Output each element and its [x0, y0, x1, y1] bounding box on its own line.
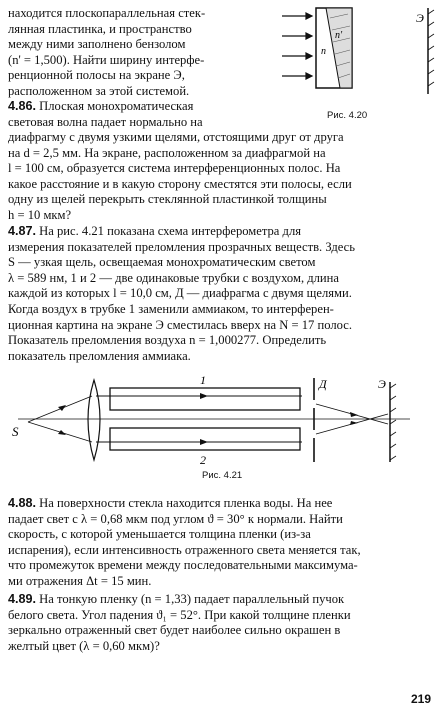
- text-line: 4.89. На тонкую пленку (n = 1,33) падает параллельный пучок: [8, 592, 345, 606]
- text-line: одну из щелей перекрыть стеклянной пластинкой толщины: [8, 192, 327, 207]
- label-screen: Э: [416, 11, 424, 25]
- text-line: ми отражения Δt = 15 мин.: [8, 573, 152, 588]
- text-line: между ними заполнено бензолом: [8, 37, 186, 52]
- problem-4-89: [8, 592, 438, 654]
- label-n: n: [321, 46, 326, 57]
- text-line: лянная пластинка, и пространство: [8, 21, 192, 36]
- page-number: 219: [410, 692, 431, 706]
- text-line: измерения показателей преломления прозрачных веществ. Здесь: [8, 239, 355, 254]
- problem-4-87: [8, 224, 438, 364]
- text-line: какое расстояние и в какую сторону сместятся эти полосы, если: [8, 176, 352, 191]
- figure-4-21-caption: Рис. 4.21: [202, 470, 243, 481]
- text-line: скорость, с которой уменьшается толщина пленки (из-за: [8, 527, 311, 542]
- paragraph-top: [8, 6, 264, 100]
- text-line: световая волна падает нормально на: [8, 114, 203, 129]
- figure-4-20-caption: Рис. 4.20: [327, 110, 368, 121]
- text-line: испарения), если интенсивность отраженного света меняется так,: [8, 542, 361, 557]
- text-line: 4.88. На поверхности стекла находится пленка воды. На нее: [8, 496, 333, 510]
- text-line: ционная картина на экране Э сместилась вверх на N = 17 полос.: [8, 317, 353, 332]
- text-line: диафрагму с двумя узкими щелями, отстоящими друг от друга: [8, 130, 344, 144]
- problem-4-86: [8, 99, 264, 130]
- problem-number: 4.89.: [8, 592, 37, 606]
- text-line: h = 10 мкм?: [8, 207, 72, 222]
- label-screen: Э: [378, 377, 386, 391]
- problem-number: 4.86.: [8, 99, 37, 113]
- text-line: каждой из которых l = 10,0 см, Д — диафрагма с двумя щелями.: [8, 286, 352, 301]
- figure-4-20: [278, 4, 438, 104]
- text-line: падает свет с λ = 0,68 мкм под углом ϑ = 30° к нормали. Найти: [8, 511, 343, 526]
- label-tube-2: 2: [200, 453, 206, 467]
- figure-4-21: [10, 374, 435, 470]
- text-line: Когда воздух в трубке 1 заменили аммиаком, то интерферен-: [8, 301, 334, 316]
- text-line: 4.86. Плоская монохроматическая: [8, 99, 194, 113]
- text-line: Показатель преломления воздуха n = 1,000277. Определить: [8, 333, 327, 348]
- text-line: на d = 2,5 мм. На экране, расположенном за диафрагмой на: [8, 145, 326, 160]
- text-line: S — узкая щель, освещаемая монохроматическим светом: [8, 255, 316, 270]
- label-n-prime: n': [335, 30, 343, 41]
- problem-4-88: [8, 496, 438, 590]
- text-line: ренционной полосы на экране Э,: [8, 68, 185, 83]
- text-line: белого света. Угол падения ϑ₁ = 52°. При какой толщине пленки: [8, 607, 351, 622]
- text-line: 4.87. На рис. 4.21 показана схема интерферометра для: [8, 224, 302, 238]
- text-line: расположенном за этой системой.: [8, 83, 190, 98]
- problem-4-86-cont: [8, 130, 438, 224]
- problem-number: 4.88.: [8, 496, 37, 510]
- text-line: зеркально отраженный свет будет наиболее сильно окрашен в: [8, 623, 341, 638]
- text-line: (n' = 1,500). Найти ширину интерфе-: [8, 52, 205, 67]
- text-line: находится плоскопараллельная стек-: [8, 6, 206, 20]
- problem-number: 4.87.: [8, 224, 37, 238]
- label-slit: S: [12, 424, 19, 439]
- text-line: что промежуток времени между последовательными максимума-: [8, 558, 358, 573]
- label-tube-1: 1: [200, 374, 206, 387]
- text-line: желтый цвет (λ = 0,60 мкм)?: [8, 638, 160, 653]
- label-diaphragm: Д: [319, 377, 327, 391]
- text-line: l = 100 см, образуется система интерференционных полос. На: [8, 161, 341, 176]
- text-line: показатель преломления аммиака.: [8, 348, 191, 363]
- text-line: λ = 589 нм, 1 и 2 — две одинаковые трубки с воздухом, длина: [8, 270, 340, 285]
